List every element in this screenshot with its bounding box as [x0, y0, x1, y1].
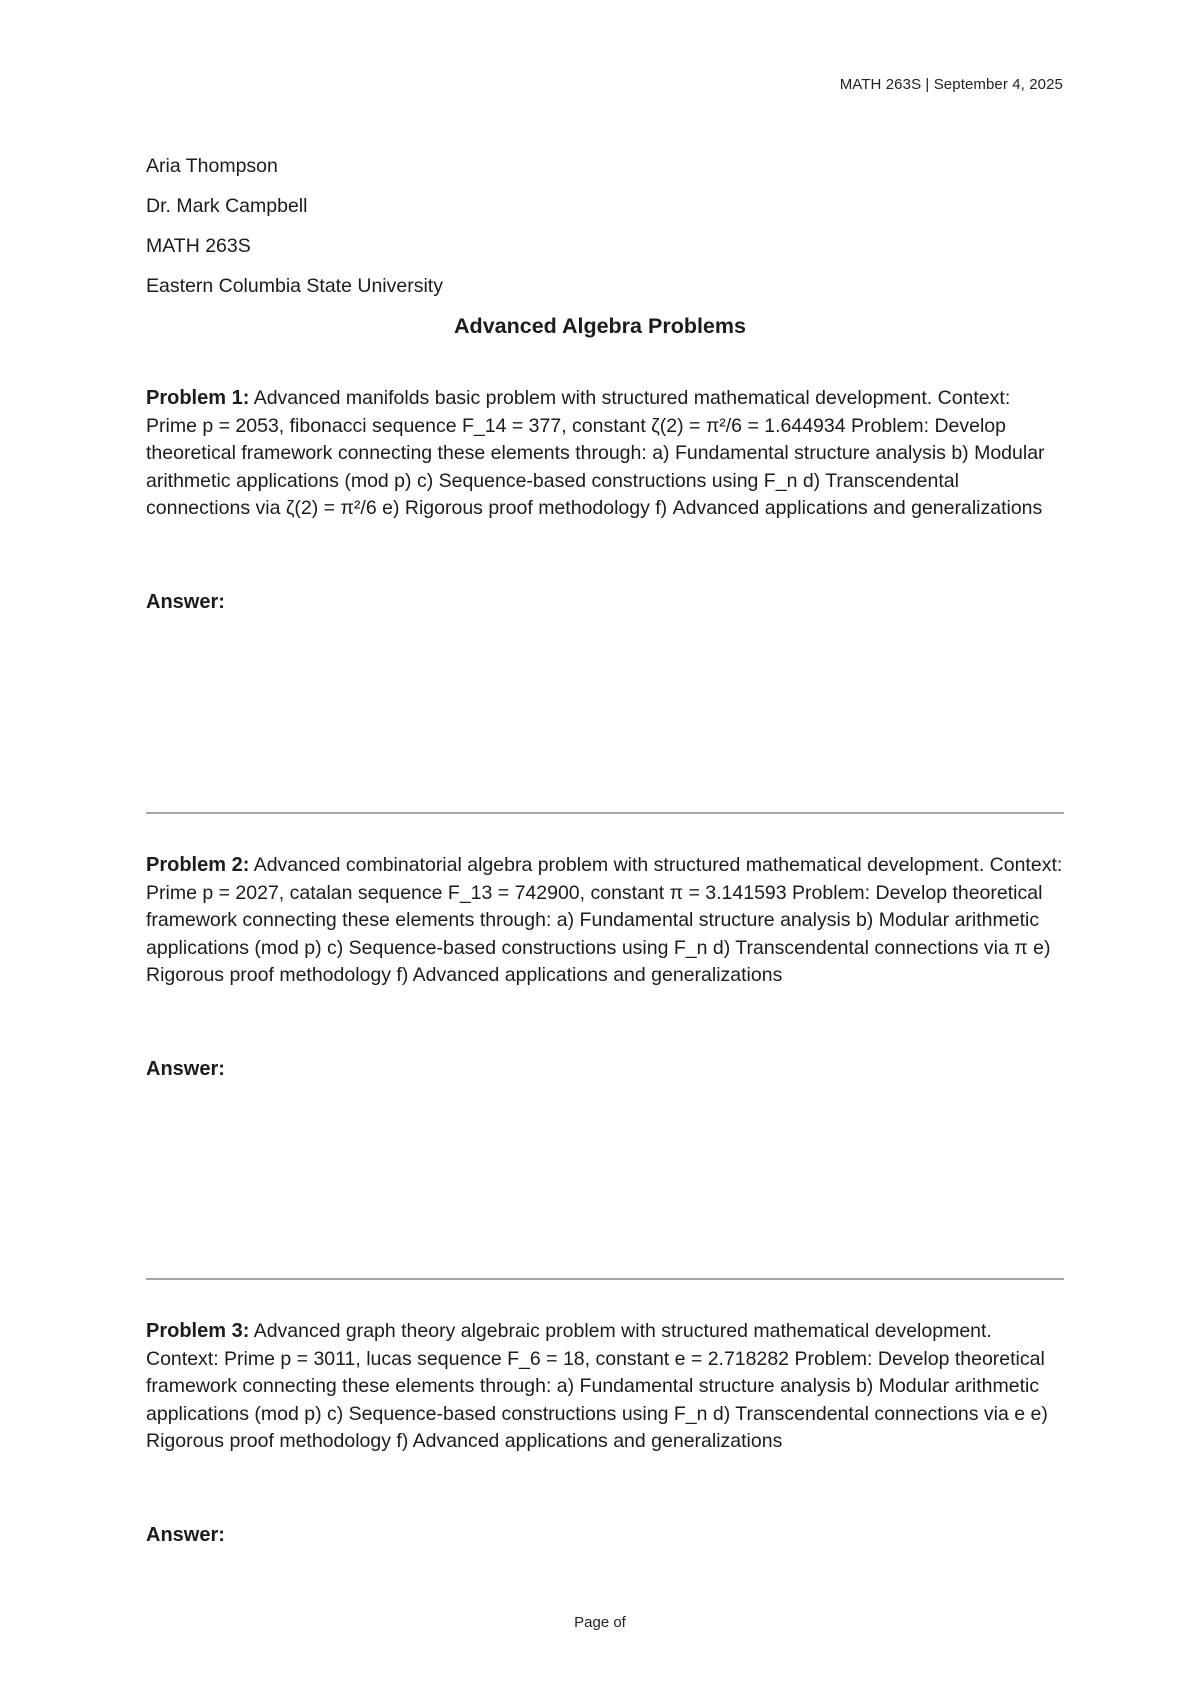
problem-1 — [146, 385, 1066, 523]
page-header: MATH 263S | September 4, 2025 — [839, 76, 1063, 93]
institution-name: Eastern Columbia State University — [146, 275, 443, 297]
page-footer: Page of — [574, 1614, 626, 1631]
problem-3-label: Problem 3: — [146, 1320, 250, 1342]
problem-2 — [146, 852, 1066, 990]
document-title: Advanced Algebra Problems — [454, 314, 746, 338]
problem-2-label: Problem 2: — [146, 854, 250, 876]
course-code: MATH 263S — [146, 235, 251, 257]
student-name: Aria Thompson — [146, 155, 278, 177]
problem-2-answer-label: Answer: — [146, 1058, 225, 1080]
section-divider-2 — [146, 1278, 1064, 1280]
problem-2-text: Advanced combinatorial algebra problem with structured mathematical development. Context: Prime p = 2027, catalan sequence F_13 = 742900, constant π = 3.141593 Problem: Develop theoretical framework connecting these elements through: a) Fundamental structure analysis b) Modular arithmetic applications (mod p) c) Sequence-based constructions using F_n d) Transcendental connections via π e) Rigorous proof methodology f) Advanced applications and generalizations — [146, 854, 1063, 986]
problem-1-label: Problem 1: — [146, 387, 250, 409]
problem-3-text: Advanced graph theory algebraic problem with structured mathematical development. Context: Prime p = 3011, lucas sequence F_6 = 18, constant e = 2.718282 Problem: Develop theoretical framework connecting these elements through: a) Fundamental structure analysis b) Modular arithmetic applications (mod p) c) Sequence-based constructions using F_n d) Transcendental connections via e e) Rigorous proof methodology f) Advanced applications and generalizations — [146, 1320, 1048, 1452]
section-divider-1 — [146, 812, 1064, 814]
problem-3-answer-label: Answer: — [146, 1524, 225, 1546]
problem-3 — [146, 1318, 1066, 1456]
problem-1-text: Advanced manifolds basic problem with structured mathematical development. Context: Prime p = 2053, fibonacci sequence F_14 = 377, constant ζ(2) = π²/6 = 1.644934 Problem: Develop theoretical framework connecting these elements through: a) Fundamental structure analysis b) Modular arithmetic applications (mod p) c) Sequence-based constructions using F_n d) Transcendental connections via ζ(2) = π²/6 e) Rigorous proof methodology f) Advanced applications and generalizations — [146, 387, 1045, 519]
student-info-block — [146, 146, 443, 306]
instructor-name: Dr. Mark Campbell — [146, 195, 308, 217]
problem-1-answer-label: Answer: — [146, 591, 225, 613]
